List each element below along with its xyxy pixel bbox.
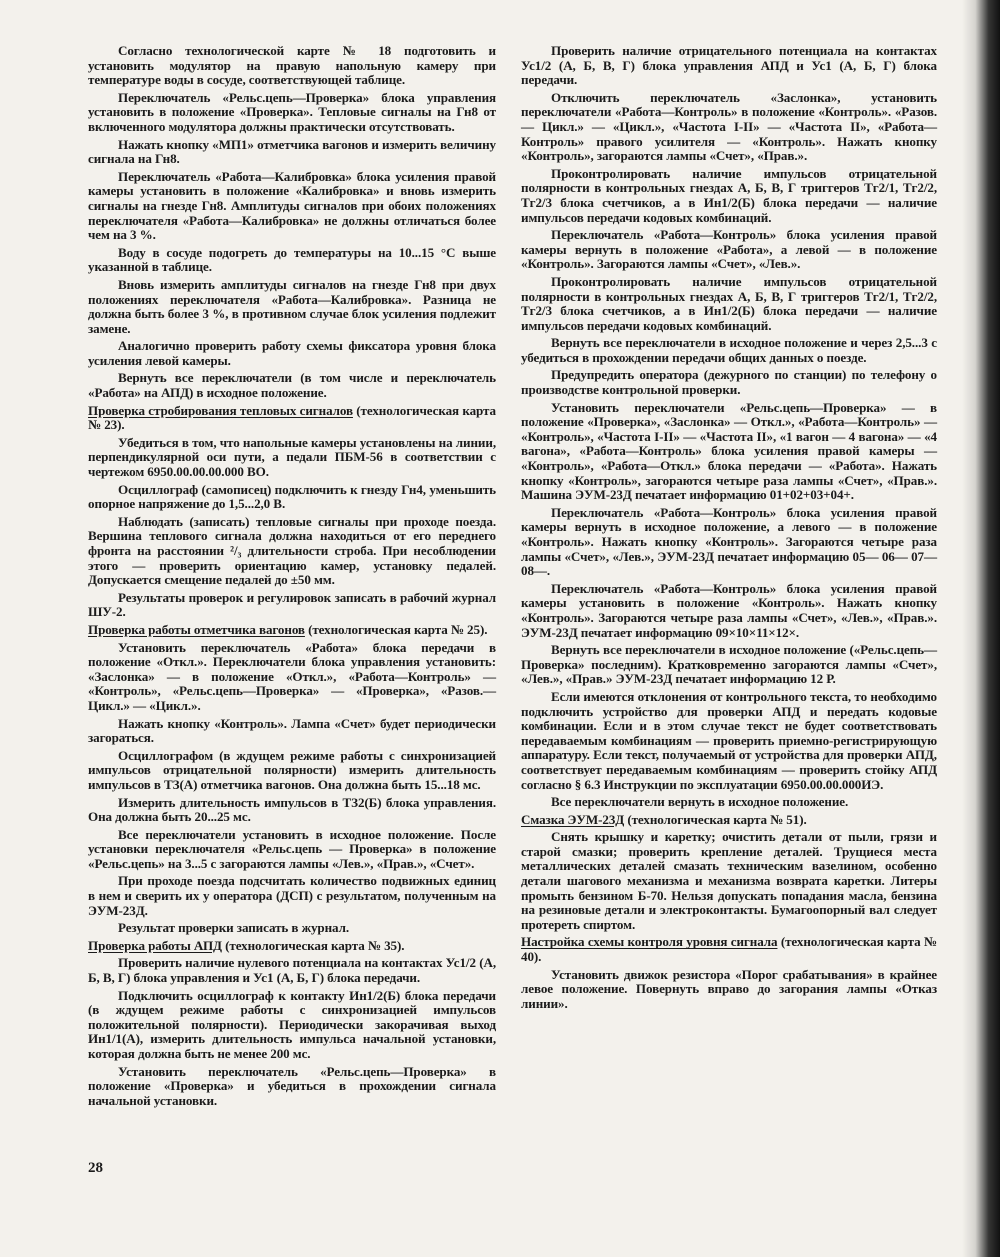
right-paragraph: Если имеются отклонения от контрольного текста, то необходимо подключить устройство для проверки АПД и передать кодовые комбинации. Если и в этом случае текст не будет соответствовать передаваемым комбинациям — проверить приемно-регистрирующую аппаратуру. Если текст, получаемый от устройства для проверки АПД, соответствует передаваемым комбинациям — проверить стойку АПД согласно § 6.3 Инструкции по эксплуатации 6950.00.00.000ИЭ. bbox=[521, 688, 937, 792]
left-paragraph: Аналогично проверить работу схемы фиксатора уровня блока усиления левой камеры. bbox=[88, 338, 496, 368]
section-title: Смазка ЭУМ-23Д bbox=[521, 811, 625, 827]
right-paragraph: Проверить наличие отрицательного потенциала на контактах Ус1/2 (А, Б, В, Г) блока управления АПД и Ус1 (А, Б, Г) блока передачи. bbox=[521, 43, 937, 88]
left-paragraph: Измерить длительность импульсов в ТЗ2(Б) блока управления. Она должна быть 20...25 мс. bbox=[88, 794, 496, 825]
right-paragraph: Предупредить оператора (дежурного по станции) по телефону о производстве контрольной проверки. bbox=[521, 367, 937, 398]
left-section-heading bbox=[88, 623, 496, 638]
left-paragraph: Результаты проверок и регулировок записать в рабочий журнал ШУ-2. bbox=[88, 589, 496, 620]
right-paragraph: Переключатель «Работа—Контроль» блока усиления правой камеры вернуть в исходное положение, а левого — в положение «Контроль». Нажать кнопку «Контроль». Загораются четыре раза лампы «Счет», «Лев.», ЭУМ-23Д печатает информацию 05— 06— 07— 08—. bbox=[521, 504, 937, 579]
right-section-heading bbox=[521, 813, 937, 828]
section-title: Проверка стробирования тепловых сигналов bbox=[88, 402, 353, 418]
right-paragraph: Переключатель «Работа—Контроль» блока усиления правой камеры установить в положение «Контроль». Нажать кнопку «Контроль». Загораются четыре раза лампы «Счет», «Лев.», «Прав.». ЭУМ-23Д печатает информацию 09×10×11×12×. bbox=[521, 580, 937, 640]
section-title: Настройка схемы контроля уровня сигнала bbox=[521, 934, 778, 950]
section-title-suffix: (технологическая карта № 40). bbox=[521, 934, 937, 965]
left-paragraph: Наблюдать (записать) тепловые сигналы при проходе поезда. Вершина теплового сигнала должна находиться от его переднего фронта на расстоянии ²/₃ длительности строба. При несоблюдении этого — проверить ориентацию камер, установку педалей. Допускается смещение педалей до ±50 мм. bbox=[88, 513, 496, 588]
right-paragraph: Проконтролировать наличие импульсов отрицательной полярности в контрольных гнездах А, Б, В, Г триггеров Тг2/1, Тг2/2, Тг2/3 блока счетчиков, а в Ин1/2(Б) блока передачи — наличие импульсов передачи кодовых комбинаций. bbox=[521, 273, 937, 333]
right-paragraph: Установить переключатели «Рельс.цепь—Проверка» — в положение «Проверка», «Заслонка» — Откл.», «Работа—Контроль» — «Контроль», «Частота I-II» — «Частота II», «1 вагон — 4 вагона» — «4 вагона», «Работа—Контроль» блока усиления правой камеры — «Контроль», «Работа—Откл.» блока передачи — «Работа». Нажать кнопку «Контроль», загораются четыре раза лампы «Счет», «Прав.». Машина ЭУМ-23Д печатает информацию 01+02+03+04+. bbox=[521, 399, 937, 503]
left-paragraph: Результат проверки записать в журнал. bbox=[118, 920, 350, 936]
right-paragraph: Вернуть все переключатели в исходное положение («Рельс.цепь—Проверка» последним). Кратковременно загораются лампы «Счет», «Лев.», «Прав.» ЭУМ-23Д печатает информацию 12 Р. bbox=[521, 642, 937, 687]
left-section-heading bbox=[88, 939, 496, 954]
left-paragraph: Установить переключатель «Работа» блока передачи в положение «Откл.». Переключатели блока управления установить: «Заслонка» — в положение «Откл.», «Работа—Контроль» — «Контроль», «Рельс.цепь—Проверка» — «Проверка», «Разов.—Цикл.» — «Цикл.». bbox=[88, 639, 496, 713]
section-title-suffix: (технологическая карта № 25). bbox=[304, 621, 488, 637]
right-paragraph: Установить движок резистора «Порог срабатывания» в крайнее левое положение. Повернуть вправо до загорания лампы «Отказ линии». bbox=[521, 966, 937, 1011]
left-paragraph: Все переключатели установить в исходное положение. После установки переключателя «Рельс.цепь — Проверка» в положение «Рельс.цепь» на 3...5 с загораются лампы «Лев.», «Прав.», «Счет». bbox=[88, 826, 496, 871]
left-paragraph: Осциллограф (самописец) подключить к гнезду Гн4, уменьшить опорное напряжение до 1,5...2,0 В. bbox=[88, 481, 496, 512]
section-title-suffix: (технологическая карта № 35). bbox=[221, 937, 405, 953]
right-paragraph: Вернуть все переключатели в исходное положение и через 2,5...3 с убедиться в прохождении передачи общих данных о поезде. bbox=[521, 335, 937, 365]
left-paragraph: Воду в сосуде подогреть до температуры на 10...15 °С выше указанной в таблице. bbox=[88, 244, 496, 275]
left-paragraph: Переключатель «Рельс.цепь—Проверка» блока управления установить в положение «Проверка». Тепловые сигналы на Гн8 от включенного модулятора должны практически отсутствовать. bbox=[88, 89, 496, 134]
section-title-suffix: (технологическая карта № 23). bbox=[88, 402, 496, 433]
left-section-heading bbox=[88, 404, 496, 433]
section-title: Проверка работы АПД bbox=[88, 937, 222, 953]
left-paragraph: Проверить наличие нулевого потенциала на контактах Ус1/2 (А, Б, В, Г) блока управления и Ус1 (А, Б, Г) блока передачи. bbox=[88, 955, 496, 986]
right-paragraph: Снять крышку и каретку; очистить детали от пыли, грязи и старой смазки; проверить крепление деталей. Трущиеся места металлических деталей смазать техническим вазелином, особенно детали шагового механизма и механизма возврата каретки. Литеры промыть бензином Б-70. Нельзя допускать попадания масла, бензина на резиновые детали и электроконтакты. Бумагоопорный вал следует протереть спиртом. bbox=[521, 829, 937, 932]
left-paragraph: Подключить осциллограф к контакту Ин1/2(Б) блока передачи (в ждущем режиме работы с синхронизацией импульсов положительной полярности). Периодически закорачивая выход Ин1/1(А), измерить длительность импульса начальной установки, которая должна быть не менее 200 мс. bbox=[88, 987, 496, 1061]
left-column bbox=[88, 44, 496, 1111]
left-paragraph: Вернуть все переключатели (в том числе и переключатель «Работа» на АПД) в исходное положение. bbox=[88, 370, 496, 401]
left-paragraph: Переключатель «Работа—Калибровка» блока усиления правой камеры установить в положение «Калибровка» и вновь измерить сигналы на гнезде Гн8. Амплитуды сигналов при обоих положениях переключателя «Работа—Калибровка» не должны отличаться более чем на 3 %. bbox=[88, 168, 496, 243]
left-paragraph: Согласно технологической карте № 18 подготовить и установить модулятор на правую напольную камеру при температуре воды в сосуде, соответствующей таблице. bbox=[88, 43, 496, 88]
right-section-heading bbox=[521, 935, 937, 964]
right-paragraph: Проконтролировать наличие импульсов отрицательной полярности в контрольных гнездах А, Б, В, Г триггеров Тг2/1, Тг2/2, Тг2/3 блока счетчиков, а в Ин1/2(Б) блока передачи — наличие импульсов передачи кодовых комбинаций. bbox=[521, 165, 937, 225]
left-paragraph: Установить переключатель «Рельс.цепь—Проверка» в положение «Проверка» и убедиться в прохождении сигнала начальной установки. bbox=[88, 1063, 496, 1108]
right-paragraph: Отключить переключатель «Заслонка», установить переключатели «Работа—Контроль» в положение «Контроль». «Разов.— Цикл.» — «Цикл.», «Частота I-II» — «Частота II», «Работа—Контроль» правого усилителя — «Контроль». Нажать кнопку «Контроль», загораются лампы «Счет», «Прав.». bbox=[521, 89, 937, 164]
binding-shadow bbox=[962, 0, 1000, 1257]
left-paragraph: Нажать кнопку «МП1» отметчика вагонов и измерить величину сигнала на Гн8. bbox=[88, 136, 496, 167]
section-title: Проверка работы отметчика вагонов bbox=[88, 621, 305, 637]
right-column bbox=[521, 44, 937, 1014]
section-title-suffix: (технологическая карта № 51). bbox=[624, 811, 807, 827]
left-paragraph: Убедиться в том, что напольные камеры установлены на линии, перпендикулярной оси пути, а педали ПБМ-56 в соответствии с чертежом 6950.00.00.00.000 ВО. bbox=[88, 434, 496, 480]
right-paragraph: Переключатель «Работа—Контроль» блока усиления правой камеры вернуть в положение «Работа», а левой — в положение «Контроль». Загораются лампы «Счет», «Лев.». bbox=[521, 227, 937, 272]
left-paragraph: При проходе поезда подсчитать количество подвижных единиц в нем и сверить их у оператора (ДСП) с результатом, полученным на ЭУМ-23Д. bbox=[88, 873, 496, 918]
right-paragraph: Все переключатели вернуть в исходное положение. bbox=[551, 794, 849, 810]
left-paragraph: Осциллографом (в ждущем режиме работы с синхронизацией импульсов отрицательной полярности) измерить длительность импульсов в ТЗ(А) отметчика вагонов. Она должна быть 15...18 мс. bbox=[88, 747, 496, 792]
left-paragraph: Вновь измерить амплитуды сигналов на гнезде Гн8 при двух положениях переключателя «Работа—Калибровка». Разница не должна быть более 3 %, в противном случае блок усиления подлежит замене. bbox=[88, 276, 496, 336]
page-number: 28 bbox=[88, 1160, 103, 1176]
left-paragraph: Нажать кнопку «Контроль». Лампа «Счет» будет периодически загораться. bbox=[88, 715, 496, 746]
